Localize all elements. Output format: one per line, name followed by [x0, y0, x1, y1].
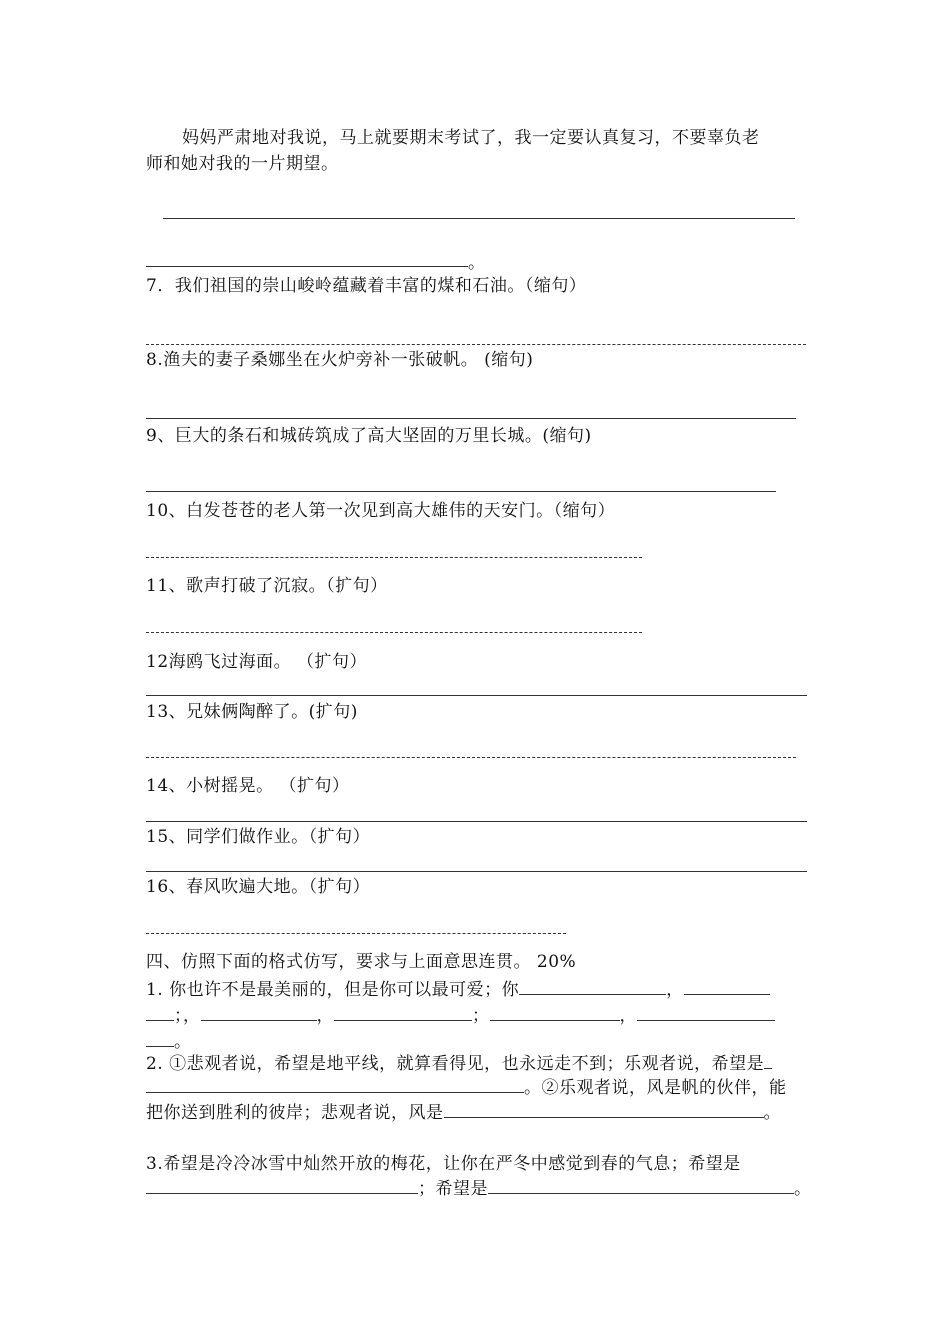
question-11: 11、歌声打破了沉寂。（扩句）: [146, 576, 388, 596]
blank[interactable]: [764, 1052, 772, 1069]
period: 。: [794, 1179, 812, 1199]
blank[interactable]: [684, 978, 770, 995]
answer-line-q11[interactable]: [146, 632, 642, 633]
intro-line-1: 妈妈严肃地对我说，马上就要期末考试了，我一定要认真复习，不要辜负老: [182, 128, 760, 148]
question-9: 9、巨大的条石和城砖筑成了高大坚固的万里长城。(缩句): [146, 426, 592, 446]
question-7: 7．我们祖国的崇山峻岭蕴藏着丰富的煤和石油。（缩句）: [146, 276, 587, 296]
s4-q3-line2: [146, 1177, 812, 1200]
answer-line-q15[interactable]: [146, 871, 807, 872]
blank[interactable]: [146, 1177, 418, 1194]
semicolon: ；: [174, 1006, 183, 1026]
s4-q2-prompt-2: 把你送到胜利的彼岸；悲观者说，风是: [146, 1103, 444, 1123]
comma: ，: [619, 1006, 637, 1026]
answer-end-mark: 。: [468, 253, 486, 273]
blank[interactable]: [519, 978, 666, 995]
answer-line[interactable]: [146, 266, 468, 267]
answer-line-q13[interactable]: [146, 757, 796, 758]
section-4-heading: 四、仿照下面的格式仿写，要求与上面意思连贯。 20%: [146, 952, 577, 972]
blank[interactable]: [444, 1101, 764, 1118]
answer-line[interactable]: [163, 218, 795, 219]
question-16: 16、春风吹遍大地。（扩句）: [146, 877, 371, 897]
answer-line-q14[interactable]: [146, 821, 807, 822]
blank[interactable]: [201, 1004, 317, 1021]
question-14: 14、小树摇晃。 （扩句）: [146, 776, 350, 796]
blank[interactable]: [334, 1004, 472, 1021]
comma: ，: [316, 1006, 334, 1026]
period: 。: [763, 1103, 781, 1123]
question-10: 10、白发苍苍的老人第一次见到高大雄伟的天安门。（缩句）: [146, 501, 616, 521]
s4-q2-prompt: 2. ①悲观者说，希望是地平线，就算看得见，也永远走不到；乐观者说，希望是: [146, 1054, 765, 1074]
question-12: 12海鸥飞过海面。 （扩句）: [146, 652, 368, 672]
s4-q1-line3: [146, 1030, 192, 1053]
period: 。: [174, 1032, 192, 1052]
question-13: 13、兄妹俩陶醉了。(扩句): [146, 702, 358, 722]
blank[interactable]: [146, 1004, 174, 1021]
s4-q1-prompt: 1. 你也许不是最美丽的，但是你可以最可爱；你: [146, 980, 520, 1000]
question-15: 15、同学们做作业。（扩句）: [146, 827, 371, 847]
answer-line-q12[interactable]: [146, 695, 807, 696]
s4-q2-line1: [146, 1052, 772, 1075]
s4-q3-mid: ；希望是: [418, 1179, 488, 1199]
answer-line-q7[interactable]: [146, 344, 806, 345]
s4-q2-line3: [146, 1101, 781, 1124]
blank[interactable]: [488, 1177, 794, 1194]
s4-q2-cont: 。②乐观者说，风是帆的伙伴，能: [524, 1078, 787, 1098]
answer-line-q16[interactable]: [146, 933, 566, 934]
semicolon: ；: [472, 1006, 490, 1026]
s4-q1-line2: [146, 1004, 775, 1027]
comma: ，: [183, 1006, 201, 1026]
s4-q2-line2: [146, 1076, 787, 1099]
s4-q3-line1: 3.希望是冷冷冰雪中灿然开放的梅花，让你在严冬中感觉到春的气息；希望是: [146, 1154, 741, 1174]
s4-q1-line1: [146, 978, 770, 1001]
comma: ，: [666, 980, 684, 1000]
blank[interactable]: [490, 1004, 620, 1021]
blank[interactable]: [637, 1004, 775, 1021]
blank[interactable]: [146, 1030, 174, 1047]
answer-line-q8[interactable]: [146, 418, 796, 419]
answer-line-q10[interactable]: [146, 557, 642, 558]
question-8: 8.渔夫的妻子桑娜坐在火炉旁补一张破帆。 (缩句): [146, 350, 534, 370]
answer-line-q9[interactable]: [146, 491, 776, 492]
intro-line-2: 师和她对我的一片期望。: [146, 154, 339, 174]
blank[interactable]: [146, 1076, 524, 1093]
